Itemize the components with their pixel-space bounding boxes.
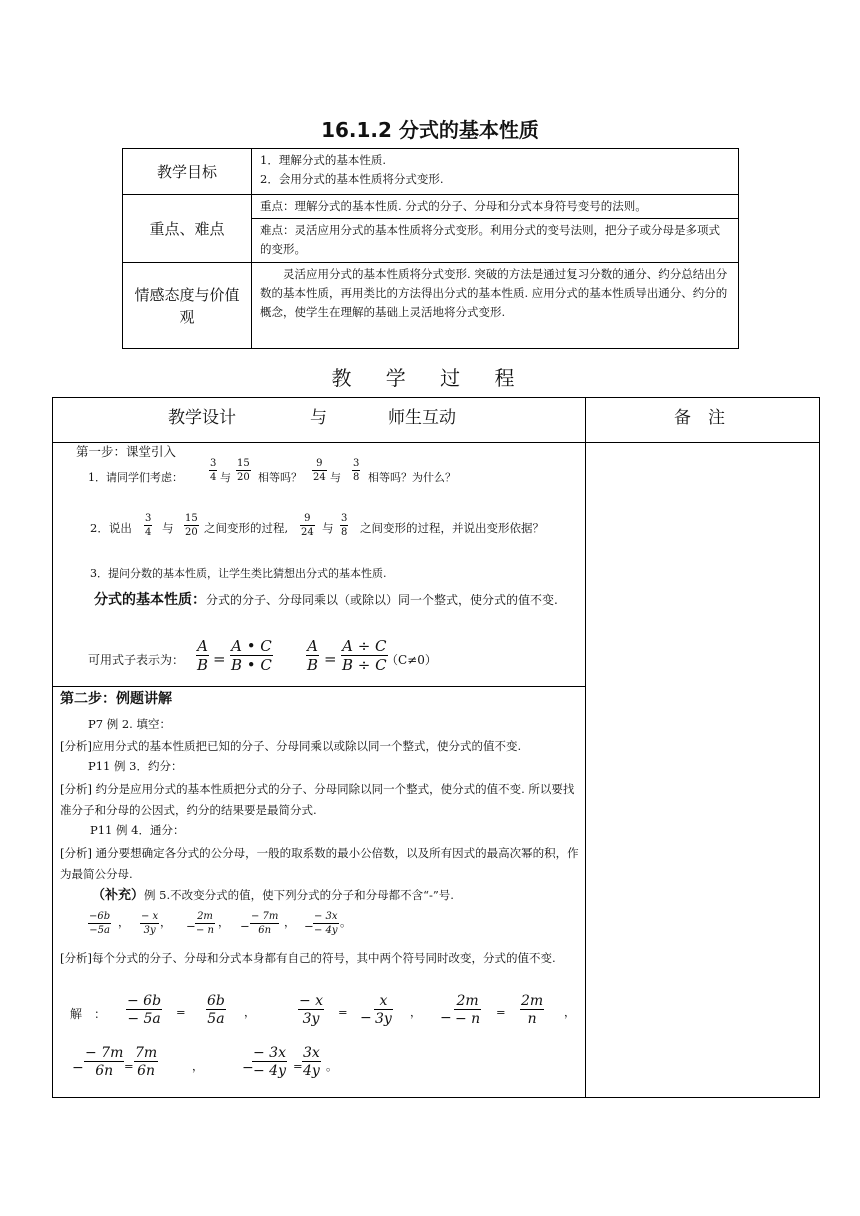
comma: ，	[564, 1005, 576, 1019]
attitude-label-line: 观	[179, 307, 195, 326]
fraction: − 3x − 4y	[314, 911, 338, 936]
period: 。	[340, 915, 352, 929]
fraction: 3 8	[353, 458, 360, 483]
minus-sign: −	[360, 1010, 372, 1026]
equals-sign: =	[124, 1059, 134, 1073]
comma: ，	[410, 1005, 422, 1019]
column-divider	[585, 397, 586, 1097]
comma: ，	[284, 915, 296, 929]
formula-prefix: 可用式子表示为：	[88, 653, 185, 667]
attitude-label	[123, 263, 252, 349]
example-p7: P7 例 2. 填空：	[88, 717, 171, 731]
period: 。	[326, 1059, 338, 1073]
q2-yu: 与	[322, 521, 334, 535]
fraction: − x 3y	[141, 911, 159, 936]
equals-sign: =	[496, 1005, 506, 1019]
comma: ，	[192, 1059, 204, 1073]
fraction: A ÷ C B ÷ C	[342, 637, 387, 674]
fraction: 15 20	[237, 458, 250, 483]
analysis-p7: [分析]应用分式的基本性质把已知的分子、分母同乘以或除以同一个整式，使分式的值不变.	[60, 739, 522, 753]
supplement-text: 例 5.不改变分式的值，使下列分式的分子和分母都不含“-”号.	[144, 888, 454, 902]
equals-sign: =	[213, 650, 226, 668]
difficulty-text: 难点：灵活应用分式的基本性质将分式变形。利用分式的变号法则，把分子或分母是多项式的变形。	[252, 219, 739, 263]
fraction: 9 24	[301, 513, 314, 538]
example-p11a: P11 例 3．约分：	[88, 759, 183, 773]
q1-prefix: 1．请同学们考虑：	[88, 471, 183, 484]
step-divider	[52, 686, 586, 687]
q3: 3．提问分数的基本性质，让学生类比猜想出分式的基本性质.	[90, 567, 387, 580]
fraction: x 3y	[375, 993, 392, 1027]
comma: ，	[160, 915, 172, 929]
minus-sign: −	[304, 919, 314, 933]
header-col1-b: 与	[310, 408, 327, 428]
fraction: 3 8	[341, 513, 348, 538]
minus-sign: −	[186, 919, 196, 933]
key-points-label: 重点、难点	[123, 195, 252, 263]
goals-cell	[252, 149, 739, 195]
q2-prefix: 2．说出	[90, 521, 132, 535]
minus-sign: −	[242, 1060, 254, 1076]
fraction: A B	[197, 637, 209, 674]
q1-mid: 相等吗？	[258, 471, 302, 484]
q1-yu: 与	[330, 471, 341, 484]
equals-sign: =	[176, 1005, 186, 1019]
fraction: 3 4	[210, 458, 217, 483]
equals-sign: =	[324, 650, 337, 668]
fraction: 3 4	[145, 513, 152, 538]
fraction: − 7m 6n	[251, 911, 279, 936]
equals-sign: =	[293, 1059, 303, 1073]
fraction: 9 24	[313, 458, 326, 483]
fraction: 15 20	[185, 513, 198, 538]
fraction: 2m − n	[196, 911, 214, 936]
fraction: 2m − n	[455, 993, 481, 1027]
attitude-label-line: 情感态度与价值	[134, 285, 240, 304]
q1-yu: 与	[220, 471, 231, 484]
objectives-table	[122, 148, 739, 349]
header-col2: 备 注	[674, 408, 725, 428]
fraction: A • C B • C	[231, 637, 272, 674]
header-col1-c: 师生互动	[388, 408, 456, 428]
fraction: −6b −5a	[89, 911, 111, 936]
goal-item: 2．会用分式的基本性质将分式变形.	[260, 172, 444, 186]
fraction: 7m 6n	[135, 1045, 158, 1079]
page-title: 16.1.2 分式的基本性质	[321, 118, 539, 142]
q1-end: 相等吗？为什么？	[368, 471, 456, 484]
header-divider	[52, 442, 819, 443]
minus-sign: −	[72, 1060, 84, 1076]
fraction: 6b 5a	[207, 993, 225, 1027]
header-col1-a: 教学设计	[168, 408, 236, 428]
analysis-p11b: [分析] 通分要想确定各分式的公分母，一般的取系数的最小公倍数，以及所有因式的最高次幂的积，作为最简公分母.	[60, 846, 579, 881]
fraction: − x 3y	[299, 993, 324, 1027]
minus-sign: −	[440, 1010, 452, 1026]
analysis-supplement: [分析]每个分式的分子、分母和分式本身都有自己的符号，其中两个符号同时改变，分式的值不变.	[60, 951, 556, 965]
supplement-line	[92, 887, 454, 904]
step2-title: 第二步：例题讲解	[60, 691, 172, 707]
fraction: − 3x − 4y	[253, 1045, 286, 1079]
fraction: A B	[307, 637, 319, 674]
q2-mid: 之间变形的过程,	[204, 521, 289, 535]
property-label: 分式的基本性质：	[94, 592, 206, 608]
supplement-label: （补充）	[92, 888, 145, 903]
analysis-p11a: [分析] 约分是应用分式的基本性质把分式的分子、分母同除以同一个整式，使分式的值不变. 所以要找准分子和分母的公因式，约分的结果要是最简分式.	[60, 782, 575, 817]
q2-end: 之间变形的过程，并说出变形依据？	[360, 521, 544, 535]
q2-yu: 与	[162, 521, 174, 535]
comma: ，	[118, 915, 130, 929]
fraction: − 7m 6n	[85, 1045, 124, 1079]
goals-label: 教学目标	[123, 149, 252, 195]
formula-condition: （C≠0）	[386, 653, 437, 667]
comma: ，	[244, 1005, 256, 1019]
property-line	[94, 592, 558, 608]
fraction: 2m n	[521, 993, 544, 1027]
fraction: − 6b − 5a	[127, 993, 162, 1027]
minus-sign: −	[240, 919, 250, 933]
equals-sign: =	[338, 1005, 348, 1019]
comma: ，	[218, 915, 230, 929]
property-text: 分式的分子、分母同乘以（或除以）同一个整式，使分式的值不变.	[206, 593, 558, 607]
attitude-text: 灵活应用分式的基本性质将分式变形. 突破的方法是通过复习分数的通分、约分总结出分数的基本性质，再用类比的方法得出分式的基本性质. 应用分式的基本性质导出通分、约分的概念，使学生在理解的基础上灵活地将分式变形.	[252, 263, 739, 349]
focus-text: 重点：理解分式的基本性质. 分式的分子、分母和分式本身符号变号的法则。	[252, 195, 739, 219]
example-p11b: P11 例 4．通分：	[90, 823, 185, 837]
goal-item: 1．理解分式的基本性质.	[260, 153, 386, 167]
step1-title: 第一步：课堂引入	[76, 444, 177, 459]
process-title: 教 学 过 程	[331, 366, 529, 390]
solution-label: 解 ：	[70, 1007, 107, 1021]
fraction: 3x 4y	[303, 1045, 320, 1079]
